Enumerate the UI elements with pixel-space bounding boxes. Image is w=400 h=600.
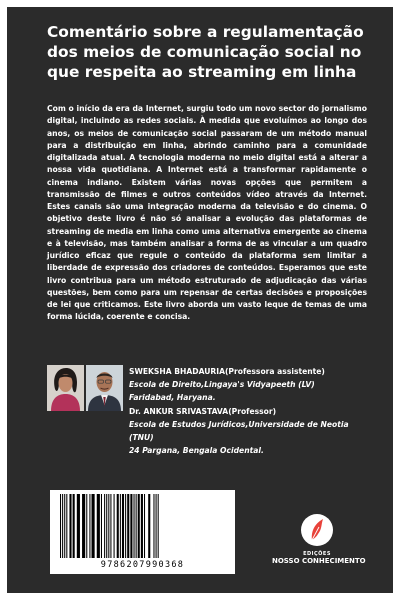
author-1-role: (Professora assistente) bbox=[224, 367, 325, 376]
author-photo-1 bbox=[47, 365, 84, 411]
barcode-bar bbox=[60, 494, 61, 558]
author-2-location: 24 Pargana, Bengala Ocidental. bbox=[129, 446, 264, 456]
author-2-line bbox=[129, 405, 369, 418]
barcode-bar bbox=[144, 494, 145, 558]
barcode-bar bbox=[101, 494, 102, 558]
author-1-name: SWEKSHA BHADAURIA bbox=[129, 367, 225, 376]
author-1-institution: Escola de Direito,Lingaya's Vidyapeeth (LV) bbox=[129, 380, 315, 390]
barcode-bar bbox=[69, 494, 71, 558]
barcode-bar bbox=[120, 494, 121, 558]
barcode-bars bbox=[56, 494, 229, 560]
barcode-bar bbox=[127, 494, 129, 558]
barcode-bar bbox=[82, 494, 85, 558]
isbn-barcode bbox=[50, 490, 235, 574]
barcode-bar bbox=[64, 494, 65, 558]
publisher-logo bbox=[272, 513, 366, 565]
publisher-label-small: EDIÇÕES bbox=[303, 551, 331, 557]
author-2-name: Dr. ANKUR SRIVASTAVA bbox=[129, 406, 229, 416]
barcode-bar bbox=[114, 494, 115, 558]
barcode-bar bbox=[106, 494, 107, 558]
barcode-bar bbox=[158, 494, 159, 558]
book-title: Comentário sobre a regulamentação dos meios de comunicação social no que respeita ao streaming em linha bbox=[47, 23, 364, 81]
barcode-bar bbox=[77, 494, 80, 558]
barcode-bar bbox=[86, 494, 87, 558]
barcode-bar bbox=[153, 494, 154, 558]
barcode-bar bbox=[97, 494, 100, 558]
author-1-location: Faridabad, Haryana. bbox=[129, 393, 216, 403]
publisher-quill-icon bbox=[300, 513, 334, 547]
barcode-bar bbox=[141, 494, 143, 558]
barcode-bar bbox=[156, 494, 157, 558]
barcode-bar bbox=[134, 494, 135, 558]
barcode-bar bbox=[62, 494, 63, 558]
author-2-institution: Escola de Estudos Jurídicos,Universidade de Neotia (TNU) bbox=[129, 419, 349, 443]
barcode-bar bbox=[136, 494, 137, 558]
barcode-bar bbox=[104, 494, 105, 558]
barcode-bar bbox=[89, 494, 90, 558]
isbn-number: 9786207990368 bbox=[100, 560, 185, 570]
barcode-bar bbox=[110, 494, 111, 558]
author-photo-2 bbox=[86, 365, 123, 411]
barcode-bar bbox=[138, 494, 140, 558]
barcode-bar bbox=[73, 494, 75, 558]
back-cover bbox=[7, 7, 393, 593]
barcode-bar bbox=[125, 494, 126, 558]
barcode-bar bbox=[108, 494, 109, 558]
barcode-bar bbox=[66, 494, 67, 558]
publisher-name: NOSSO CONHECIMENTO bbox=[272, 557, 366, 565]
barcode-bar bbox=[130, 494, 132, 558]
barcode-bar bbox=[92, 494, 95, 558]
barcode-bar bbox=[148, 494, 150, 558]
barcode-bar bbox=[117, 494, 119, 558]
author-1-line bbox=[129, 365, 369, 378]
book-description: Com o início da era da Internet, surgiu todo um novo sector do jornalismo digital, incluindo as redes sociais. À medida que evoluímos ao longo dos anos, os meios de comunicação social passaram de um método manual para a distribuição em linha, abrindo caminho para a comunidade digitalizada atual. A tecnologia moderna no meio digital está a alterar a nossa vida quotidiana. A Internet está a transformar rapidamente o cinema indiano. Existem várias novas opções que permitem a transmissão de filmes e outros conteúdos vídeo através da Internet. Estes canais são uma integração moderna da televisão e do cinema. O objetivo deste livro é não só analisar a evolução das plataformas de streaming de media em linha como uma alternativa emergente ao cinema e à televisão, mas também analisar a forma de as vincular a um quadro jurídico eficaz que regule o conteúdo da plataforma sem limitar a liberdade de expressão dos criadores de conteúdos. Esperamos que este livro contribua para um método estruturado de adjudicação das várias questões, bem como para um repensar de certas decisões e proposições de lei que criticamos. Este livro aborda um vasto leque de temas de uma forma lúcida, coerente e concisa. bbox=[47, 104, 367, 322]
barcode-bar bbox=[122, 494, 124, 558]
author-2-role: (Professor) bbox=[228, 406, 277, 416]
author-credits bbox=[129, 365, 369, 457]
